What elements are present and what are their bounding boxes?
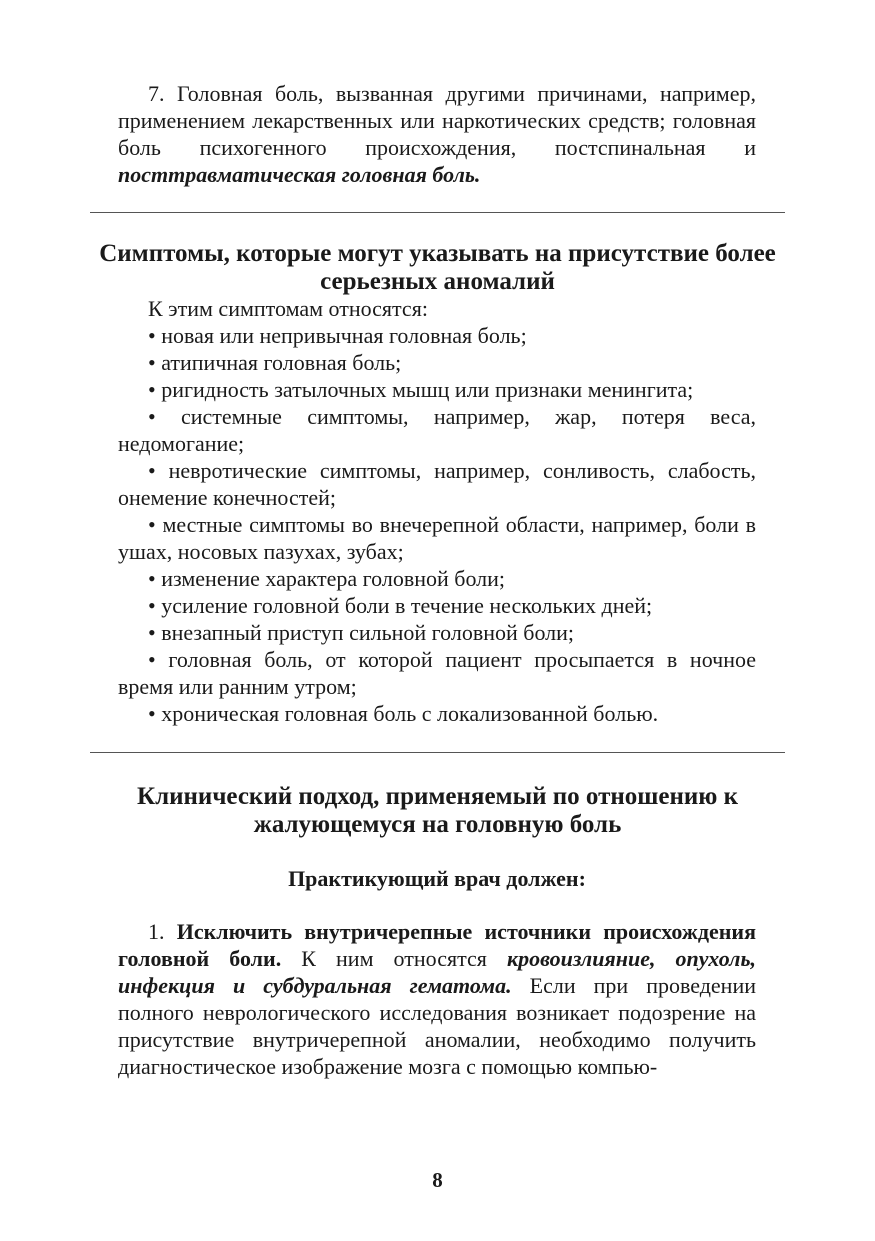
item-7 (118, 80, 756, 188)
section-2-subtitle: Практикующий врач должен: (288, 866, 586, 891)
symptom-item: • невротические симптомы, например, сонливость, слабость, онемение конечностей; (118, 458, 756, 510)
section-divider-2 (90, 752, 785, 753)
symptom-item: • головная боль, от которой пациент просыпается в ночное время или ранним утром; (118, 647, 756, 699)
paragraph-1-text (118, 918, 756, 1080)
paragraph-1-text-a: К ним относятся (281, 946, 507, 971)
section-2-title: Клинический подход, применяемый по отношению к жалующемуся на головную боль (136, 783, 739, 838)
paragraph-1-number: 1. (148, 919, 177, 944)
symptom-item: • хроническая головная боль с локализованной болью. (148, 701, 659, 726)
symptom-item: • ригидность затылочных мышц или признаки менингита; (148, 377, 694, 402)
symptom-item: • системные симптомы, например, жар, потеря веса, недомогание; (118, 404, 756, 456)
symptom-item: • изменение характера головной боли; (148, 566, 506, 591)
section-1-title: Симптомы, которые могут указывать на присутствие более серьезных аномалий (99, 240, 776, 295)
item-7-text: 7. Головная боль, вызванная другими причинами, например, применением лекарственных или наркотических средств; головная боль психогенного происхождения, постспинальная и (118, 81, 756, 160)
symptoms-list (118, 295, 756, 727)
page-number: 8 (432, 1168, 443, 1192)
item-7-paragraph (118, 80, 756, 188)
paragraph-1-text-b: Если при проведении полного неврологического исследования возникает подозрение на присутствие внутричерепной аномалии, необходимо получить диагностическое изображение мозга с помощью компью- (118, 973, 756, 1079)
symptom-item: • внезапный приступ сильной головной боли; (148, 620, 575, 645)
symptoms-intro: К этим симптомам относятся: (148, 296, 428, 321)
paragraph-1-bold: Исключить внутричерепные источники происхождения головной боли. (118, 919, 756, 971)
item-7-emphasis: посттравматическая головная боль. (118, 162, 481, 187)
symptom-item: • местные симптомы во внечерепной области, например, боли в ушах, носовых пазухах, зубах; (118, 512, 756, 564)
section-divider-1 (90, 212, 785, 213)
paragraph-1-bold-italic: кровоизлияние, опухоль, инфекция и субдуральная гематома. (118, 946, 756, 998)
symptom-item: • атипичная головная боль; (148, 350, 402, 375)
symptom-item: • новая или непривычная головная боль; (148, 323, 527, 348)
symptom-item: • усиление головной боли в течение нескольких дней; (148, 593, 653, 618)
paragraph-1 (118, 918, 756, 1080)
